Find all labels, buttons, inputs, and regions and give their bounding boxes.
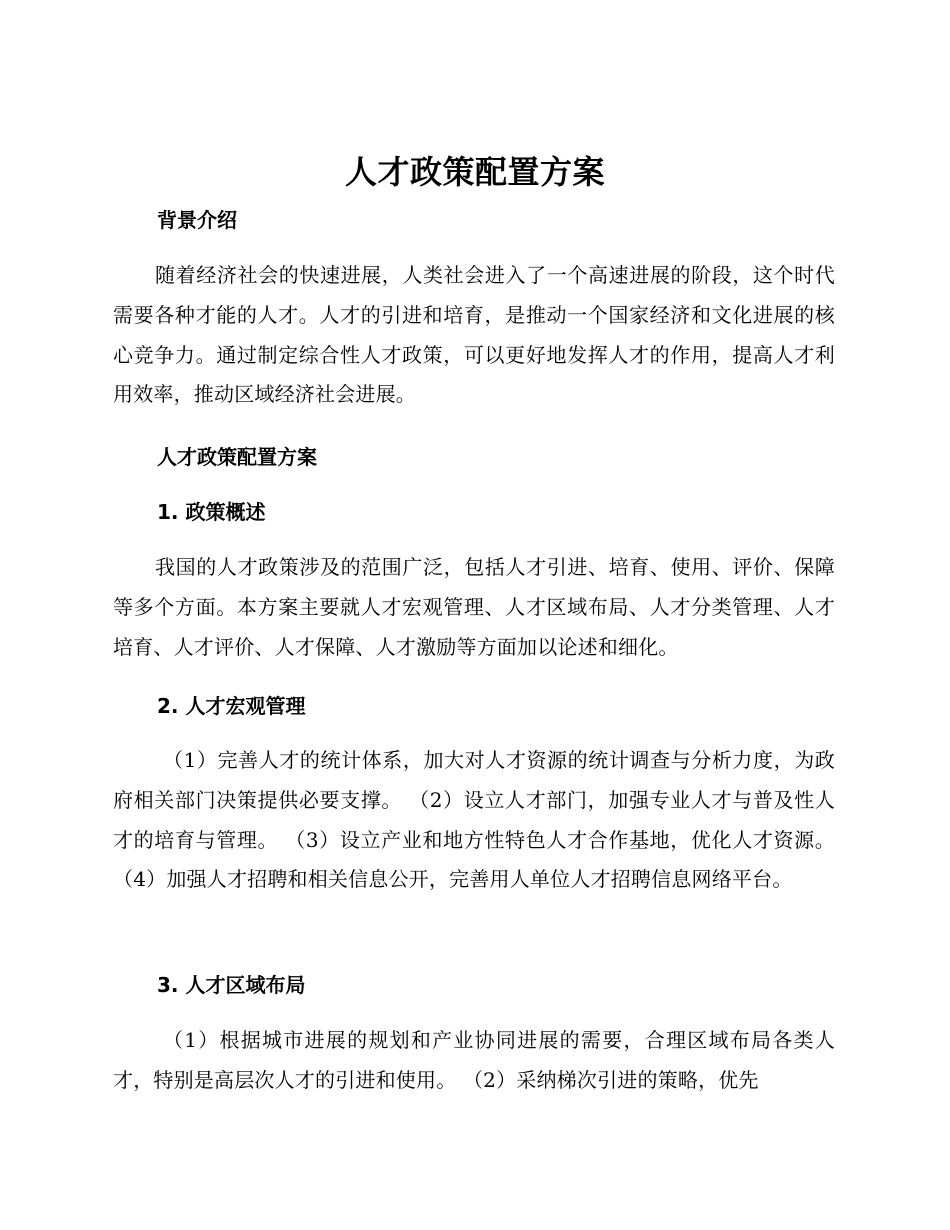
paragraph-macro-management: （1）完善人才的统计体系，加大对人才资源的统计调查与分析力度，为政府相关部门决策提供必要支撑。 （2）设立人才部门，加强专业人才与普及性人才的培育与管理。 （3）设立产业和地方性特色人才合作基地，优化人才资源。 （4）加强人才招聘和相关信息公开，完善用人单位人才招聘信息网络平台。 <box>113 748 835 892</box>
section-heading-background: 背景介绍 <box>157 208 237 232</box>
paragraph-regional-layout: （1）根据城市进展的规划和产业协同进展的需要，合理区域布局各类人才，特别是高层次人才的引进和使用。 （2）采纳梯次引进的策略，优先 <box>113 1028 835 1092</box>
section-heading-macro-management: 2. 人才宏观管理 <box>157 694 306 718</box>
section-heading-regional-layout: 3. 人才区域布局 <box>157 973 306 997</box>
section-heading-policy-plan: 人才政策配置方案 <box>157 445 317 469</box>
document-title: 人才政策配置方案 <box>344 153 605 191</box>
paragraph-policy-overview: 我国的人才政策涉及的范围广泛，包括人才引进、培育、使用、评价、保障等多个方面。本方案主要就人才宏观管理、人才区域布局、人才分类管理、人才培育、人才评价、人才保障、人才激励等方面加以论述和细化。 <box>113 555 835 659</box>
section-heading-policy-overview: 1. 政策概述 <box>157 500 266 524</box>
paragraph-background: 随着经济社会的快速进展，人类社会进入了一个高速进展的阶段，这个时代需要各种才能的人才。人才的引进和培育，是推动一个国家经济和文化进展的核心竞争力。通过制定综合性人才政策，可以更好地发挥人才的作用，提高人才利用效率，推动区域经济社会进展。 <box>113 263 835 407</box>
